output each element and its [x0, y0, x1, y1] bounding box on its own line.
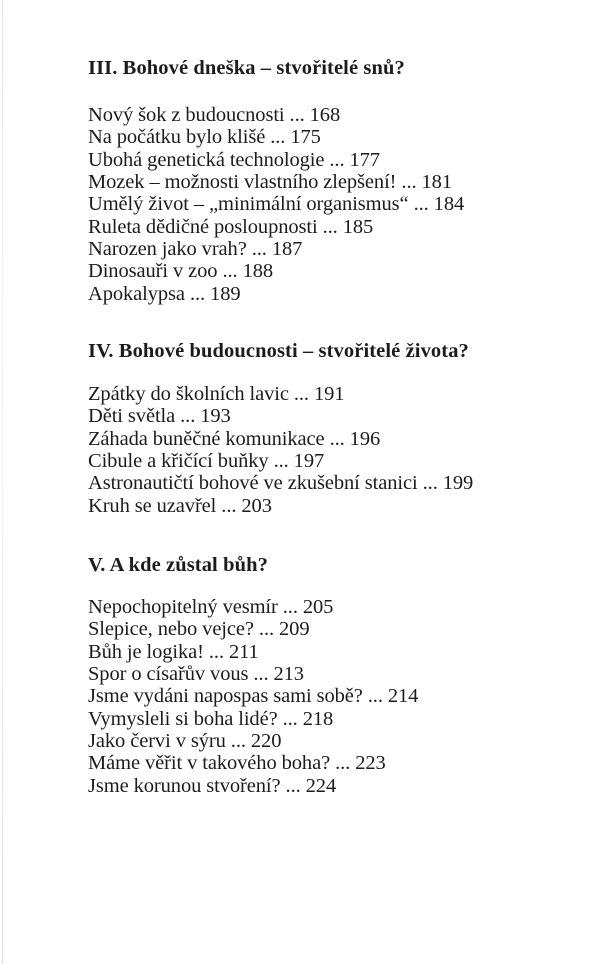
toc-entry: Ubohá genetická technologie ... 177	[88, 148, 380, 171]
toc-entry: Ruleta dědičné posloupnosti ... 185	[88, 215, 374, 238]
toc-entry: Dinosauři v zoo ... 188	[88, 260, 274, 283]
toc-list	[88, 596, 418, 797]
scan-edge	[2, 0, 3, 964]
toc-entry: Na počátku bylo klišé ... 175	[88, 126, 321, 149]
toc-entry: Máme věřit v takového boha? ... 223	[88, 752, 386, 775]
toc-list	[88, 383, 473, 517]
toc-entry: Cibule a křičící buňky ... 197	[88, 450, 325, 473]
section-heading: III. Bohové dneška – stvořitelé snů?	[88, 57, 405, 79]
toc-list	[88, 104, 464, 305]
toc-entry: Apokalypsa ... 189	[88, 282, 241, 305]
section-heading: IV. Bohové budoucnosti – stvořitelé života?	[88, 340, 469, 362]
toc-entry: Kruh se uzavřel ... 203	[88, 494, 272, 517]
toc-entry: Umělý život – „minimální organismus“ ... 184	[88, 193, 465, 216]
toc-entry: Narozen jako vrah? ... 187	[88, 238, 303, 261]
toc-entry: Zpátky do školních lavic ... 191	[88, 383, 345, 405]
toc-entry: Astronautičtí bohové ve zkušební stanici ... 199	[88, 472, 474, 495]
toc-entry: Spor o císařův vous ... 213	[88, 663, 304, 686]
toc-entry: Slepice, nebo vejce? ... 209	[88, 618, 310, 641]
toc-entry: Nový šok z budoucnosti ... 168	[88, 104, 341, 126]
toc-entry: Jako červi v sýru ... 220	[88, 730, 282, 753]
toc-entry: Vymysleli si boha lidé? ... 218	[88, 707, 334, 730]
toc-entry: Jsme vydáni napospas sami sobě? ... 214	[88, 685, 419, 708]
toc-entry: Jsme korunou stvoření? ... 224	[88, 774, 337, 797]
toc-entry: Bůh je logika! ... 211	[88, 640, 259, 663]
section-heading: V. A kde zůstal bůh?	[88, 554, 268, 576]
toc-entry: Záhada buněčné komunikace ... 196	[88, 427, 381, 450]
toc-entry: Mozek – možnosti vlastního zlepšení! ... 181	[88, 171, 452, 194]
toc-entry: Děti světla ... 193	[88, 405, 231, 428]
toc-entry: Nepochopitelný vesmír ... 205	[88, 596, 334, 618]
